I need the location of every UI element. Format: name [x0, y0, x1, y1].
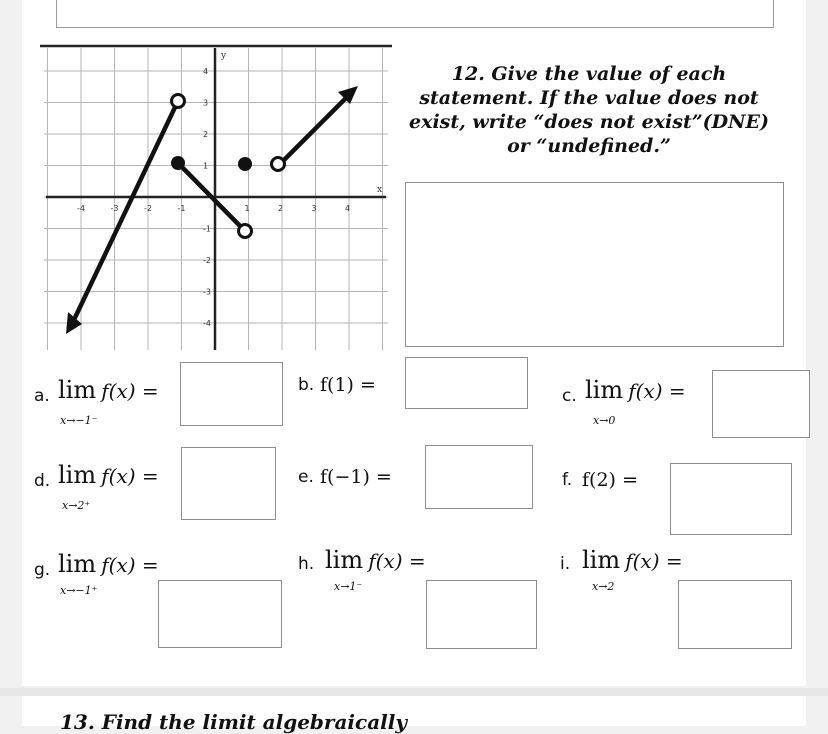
answer-box-h[interactable]: [426, 580, 537, 649]
open-point-icon: [239, 225, 252, 238]
value-expression: f(−1) =: [320, 466, 392, 488]
x-axis-label: x: [377, 185, 383, 195]
x-tick-label: -4: [77, 204, 85, 213]
item-letter: e.: [298, 467, 314, 487]
answer-box-e[interactable]: [425, 445, 533, 509]
x-tick-label: -3: [110, 204, 119, 213]
limit-subscript: x→2⁺: [62, 499, 91, 512]
work-area-box[interactable]: [405, 182, 784, 347]
limit-subscript: x→2: [592, 580, 615, 593]
previous-answer-box[interactable]: [56, 0, 774, 28]
limit-expression: lim f(x) =: [582, 546, 683, 574]
answer-box-i[interactable]: [678, 580, 792, 649]
y-tick-label: 3: [203, 98, 209, 108]
function-graph: [40, 44, 392, 356]
answer-box-g[interactable]: [158, 580, 282, 648]
item-letter: d.: [34, 471, 51, 491]
limit-expression: lim f(x) =: [325, 546, 426, 574]
problem-prompt: 12. Give the value of each statement. If the value does not exist, write “does not exist”(DNE) or “undefined.”: [409, 63, 769, 157]
x-tick-label: 4: [345, 204, 351, 213]
y-tick-label: -1: [203, 224, 211, 234]
item-letter: b.: [298, 375, 315, 395]
y-tick-label: 4: [203, 67, 209, 76]
next-problem-heading: 13. Find the limit algebraically: [60, 710, 407, 734]
y-tick-label: -4: [203, 319, 211, 328]
y-tick-label: -3: [203, 287, 211, 297]
item-letter: c.: [562, 386, 577, 406]
x-tick-label: -2: [144, 204, 152, 213]
value-expression: f(2) =: [582, 469, 638, 491]
limit-subscript: x→−1⁻: [60, 414, 98, 427]
limit-subscript: x→1⁻: [334, 580, 363, 593]
answer-box-b[interactable]: [405, 357, 528, 409]
limit-expression: lim f(x) =: [585, 376, 686, 404]
answer-box-d[interactable]: [181, 447, 276, 520]
value-expression: f(1) =: [320, 374, 376, 396]
page-gap: [0, 688, 828, 696]
answer-box-a[interactable]: [180, 362, 283, 426]
item-letter: f.: [562, 470, 573, 490]
item-letter: i.: [560, 554, 571, 574]
x-tick-label: 2: [278, 204, 284, 213]
closed-point-icon: [238, 157, 252, 171]
y-tick-label: -2: [203, 256, 211, 265]
closed-point-icon: [171, 156, 185, 170]
y-tick-label: 1: [203, 161, 209, 171]
y-tick-label: 2: [203, 130, 209, 139]
limit-subscript: x→−1⁺: [60, 584, 98, 597]
open-point-icon: [272, 158, 285, 171]
x-tick-label: 3: [311, 204, 317, 213]
limit-expression: lim f(x) =: [58, 461, 159, 489]
y-axis-label: y: [221, 51, 227, 61]
limit-expression: lim f(x) =: [58, 376, 159, 404]
answer-box-c[interactable]: [712, 370, 810, 438]
open-point-icon: [172, 95, 185, 108]
limit-subscript: x→0: [593, 414, 616, 427]
item-letter: g.: [34, 560, 51, 580]
item-letter: a.: [34, 386, 50, 406]
answer-box-f[interactable]: [670, 463, 792, 535]
item-letter: h.: [298, 554, 315, 574]
limit-expression: lim f(x) =: [58, 550, 159, 578]
x-tick-label: 1: [244, 204, 250, 213]
x-tick-label: -1: [177, 204, 186, 213]
